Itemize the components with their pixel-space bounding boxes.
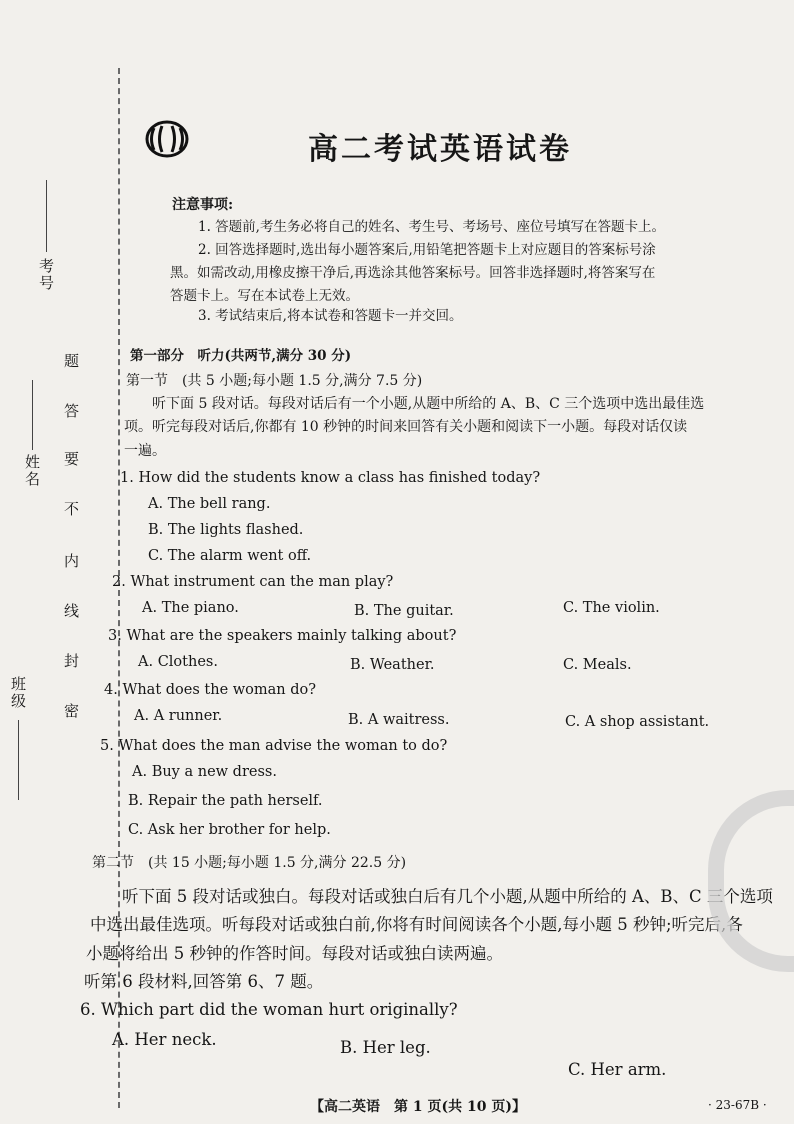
seal-char: 答 bbox=[64, 402, 80, 420]
notice-heading: 注意事项: bbox=[172, 197, 234, 213]
class-line bbox=[18, 720, 19, 800]
option: C. Her arm. bbox=[568, 1060, 667, 1079]
option: B. Her leg. bbox=[340, 1038, 431, 1057]
exam-number-line bbox=[46, 180, 47, 252]
instruction-line: 听第 6 段材料,回答第 6、7 题。 bbox=[84, 972, 324, 991]
option: B. The lights flashed. bbox=[148, 522, 304, 538]
exam-title: 高二考试英语试卷 bbox=[308, 132, 572, 167]
seal-char: 不 bbox=[64, 500, 80, 518]
question-1: 1. How did the students know a class has finished today? bbox=[120, 470, 541, 486]
option: A. A runner. bbox=[134, 708, 223, 724]
option: B. A waitress. bbox=[348, 712, 450, 728]
seal-char: 密 bbox=[64, 702, 80, 720]
seal-char: 线 bbox=[64, 602, 80, 620]
part-heading: 第一部分 听力(共两节,满分 30 分) bbox=[130, 348, 352, 364]
option: B. The guitar. bbox=[354, 603, 454, 619]
watermark-arc bbox=[708, 790, 794, 972]
publisher-logo-icon bbox=[145, 120, 189, 158]
option: C. The alarm went off. bbox=[148, 548, 312, 564]
seal-char: 题 bbox=[64, 352, 80, 370]
instruction-line: 项。听完每段对话后,你都有 10 秒钟的时间来回答有关小题和阅读下一小题。每段对话仅读 bbox=[124, 419, 688, 435]
option: A. Clothes. bbox=[138, 654, 218, 670]
section-heading: 第二节 (共 15 小题;每小题 1.5 分,满分 22.5 分) bbox=[92, 855, 407, 871]
page-footer: 【高二英语 第 1 页(共 10 页)】 bbox=[310, 1099, 526, 1115]
notice-line: 3. 考试结束后,将本试卷和答题卡一并交回。 bbox=[198, 308, 463, 324]
name-line bbox=[32, 380, 33, 450]
seal-char: 要 bbox=[64, 450, 80, 468]
seal-char: 内 bbox=[64, 552, 80, 570]
question-5: 5. What does the man advise the woman to do? bbox=[100, 738, 448, 754]
instruction-line: 小题将给出 5 秒钟的作答时间。每段对话或独白读两遍。 bbox=[86, 944, 503, 963]
notice-line: 1. 答题前,考生务必将自己的姓名、考生号、考场号、座位号填写在答题卡上。 bbox=[198, 219, 665, 235]
seal-char: 封 bbox=[64, 652, 80, 670]
option: B. Weather. bbox=[350, 657, 435, 673]
instruction-line: 中选出最佳选项。听每段对话或独白前,你将有时间阅读各个小题,每小题 5 秒钟;听完后,各 bbox=[90, 915, 743, 934]
option: A. Her neck. bbox=[112, 1030, 217, 1049]
option: C. The violin. bbox=[563, 600, 660, 616]
instruction-line: 听下面 5 段对话。每段对话后有一个小题,从题中所给的 A、B、C 三个选项中选出最佳选 bbox=[152, 396, 705, 412]
question-4: 4. What does the woman do? bbox=[104, 682, 317, 698]
section-heading: 第一节 (共 5 小题;每小题 1.5 分,满分 7.5 分) bbox=[126, 373, 423, 389]
instruction-line: 一遍。 bbox=[124, 443, 166, 459]
option: C. Ask her brother for help. bbox=[128, 822, 331, 838]
option: A. Buy a new dress. bbox=[132, 764, 277, 780]
notice-line: 答题卡上。写在本试卷上无效。 bbox=[170, 288, 359, 304]
question-3: 3. What are the speakers mainly talking about? bbox=[108, 628, 457, 644]
notice-line: 黑。如需改动,用橡皮擦干净后,再选涂其他答案标号。回答非选择题时,将答案写在 bbox=[170, 265, 656, 281]
instruction-line: 听下面 5 段对话或独白。每段对话或独白后有几个小题,从题中所给的 A、B、C 三个选项 bbox=[122, 887, 773, 906]
exam-number-label: 考号 bbox=[37, 258, 55, 292]
option: C. A shop assistant. bbox=[565, 714, 710, 730]
question-2: 2. What instrument can the man play? bbox=[112, 574, 394, 590]
class-label: 班级 bbox=[9, 676, 27, 710]
option: A. The piano. bbox=[142, 600, 239, 616]
option: C. Meals. bbox=[563, 657, 632, 673]
notice-line: 2. 回答选择题时,选出每小题答案后,用铅笔把答题卡上对应题目的答案标号涂 bbox=[198, 242, 656, 258]
option: A. The bell rang. bbox=[148, 496, 271, 512]
question-6: 6. Which part did the woman hurt originally? bbox=[80, 1000, 458, 1019]
exam-code: · 23-67B · bbox=[708, 1098, 767, 1112]
option: B. Repair the path herself. bbox=[128, 793, 323, 809]
name-label: 姓名 bbox=[23, 454, 41, 488]
